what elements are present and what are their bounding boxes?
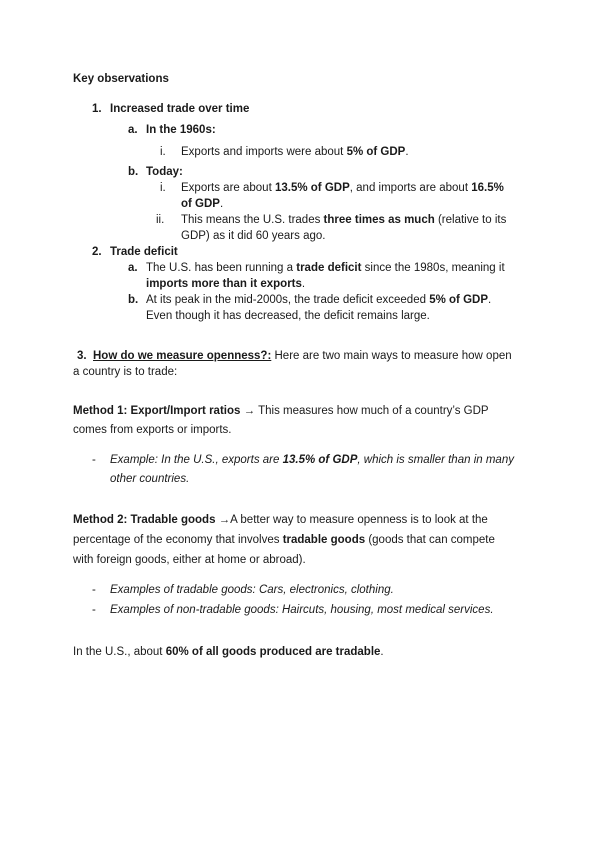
list-item-title-trade-over-time: Increased trade over time bbox=[110, 103, 250, 115]
method-1-title: Method 1: Export/Import ratios bbox=[73, 405, 241, 417]
text-line-deficit-peak-cont: Even though it has decreased, the deficit remains large. bbox=[146, 310, 430, 322]
sublist-marker-b: b. bbox=[128, 166, 139, 178]
section-number-3: 3. bbox=[77, 350, 87, 362]
method-1-line-cont: comes from exports or imports. bbox=[73, 424, 232, 436]
sublist-marker-a: a. bbox=[128, 124, 138, 136]
section-3-intro-cont: a country is to trade: bbox=[73, 366, 178, 378]
text-line-three-times: This means the U.S. trades three times as much (relative to its bbox=[181, 214, 507, 226]
method-1-line: Method 1: Export/Import ratios → This measures how much of a country’s GDP bbox=[73, 405, 489, 417]
sublist-label-1960s: In the 1960s: bbox=[146, 124, 216, 136]
method-2-line-3: with foreign goods, either at home or abroad). bbox=[73, 554, 306, 566]
text-line-three-times-cont: GDP) as it did 60 years ago. bbox=[181, 230, 326, 242]
tradable-goods-example: Examples of tradable goods: Cars, electronics, clothing. bbox=[110, 584, 394, 596]
sublist-label-today: Today: bbox=[146, 166, 183, 178]
section-3-title: How do we measure openness?: bbox=[93, 350, 272, 362]
list-number-2: 2. bbox=[92, 246, 102, 258]
sublist-marker-b: b. bbox=[128, 294, 139, 306]
non-tradable-goods-example: Examples of non-tradable goods: Haircuts, housing, most medical services. bbox=[110, 604, 494, 616]
section-3-intro: How do we measure openness?: Here are two main ways to measure how open bbox=[93, 350, 512, 362]
text-line-today-exports: Exports are about 13.5% of GDP, and imports are about 16.5% bbox=[181, 182, 504, 194]
list-item-title-trade-deficit: Trade deficit bbox=[110, 246, 178, 258]
method-2-title: Method 2: Tradable goods bbox=[73, 514, 216, 526]
text-line-1960s-exports: Exports and imports were about 5% of GDP. bbox=[181, 146, 409, 158]
method-1-example-cont: other countries. bbox=[110, 473, 190, 485]
final-statement: In the U.S., about 60% of all goods produced are tradable. bbox=[73, 646, 384, 658]
text-line-today-exports-cont: of GDP. bbox=[181, 198, 224, 210]
method-1-example: Example: In the U.S., exports are 13.5% of GDP, which is smaller than in many bbox=[110, 454, 514, 466]
text-line-deficit-1980s: The U.S. has been running a trade deficit since the 1980s, meaning it bbox=[146, 262, 505, 274]
sublist-marker-a: a. bbox=[128, 262, 138, 274]
text-line-deficit-1980s-cont: imports more than it exports. bbox=[146, 278, 306, 290]
method-2-line: Method 2: Tradable goods →A better way to measure openness is to look at the bbox=[73, 514, 488, 526]
list-number-1: 1. bbox=[92, 103, 102, 115]
subsub-marker-ii: ii. bbox=[156, 214, 165, 226]
section-heading: Key observations bbox=[73, 73, 169, 85]
bullet-dash: - bbox=[92, 604, 96, 616]
bullet-dash: - bbox=[92, 584, 96, 596]
method-2-line-2: percentage of the economy that involves tradable goods (goods that can compete bbox=[73, 534, 495, 546]
text-line-deficit-peak: At its peak in the mid-2000s, the trade deficit exceeded 5% of GDP. bbox=[146, 294, 492, 306]
subsub-marker-i: i. bbox=[160, 146, 166, 158]
bullet-dash: - bbox=[92, 454, 96, 466]
subsub-marker-i: i. bbox=[160, 182, 166, 194]
